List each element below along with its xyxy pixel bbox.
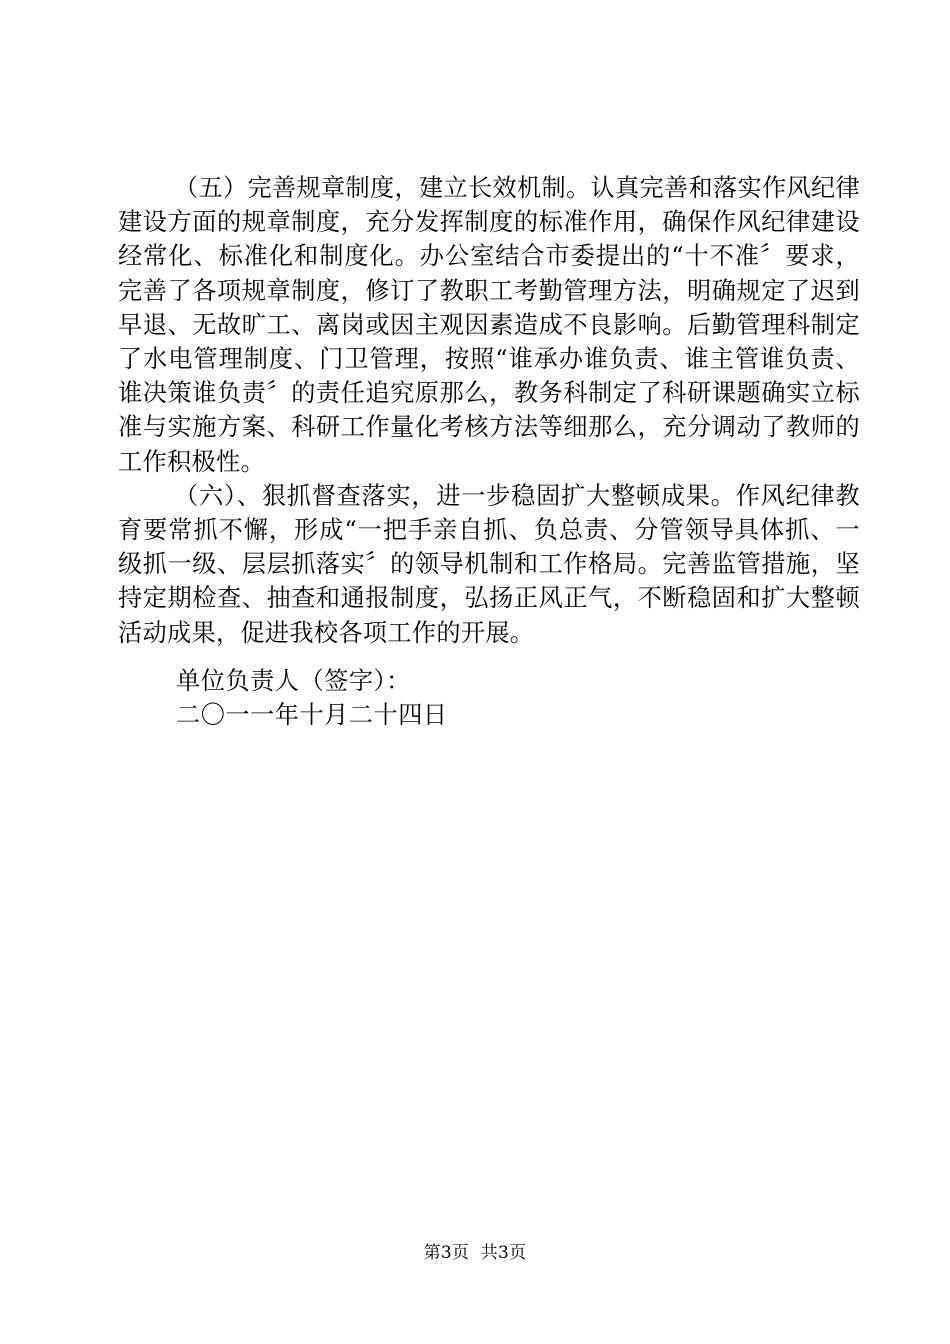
signature-block: [176, 664, 448, 732]
page-footer: [0, 1242, 950, 1264]
signature-label: 单位负责人（签字）：: [176, 667, 411, 695]
paragraph-six: （六）、狠抓督查落实，进一步稳固扩大整顿成果。作风纪律教育要常抓不懈，形成“一把手亲自抓、负总责、分管领导具体抓、一级抓一级、层层抓落实〞的领导机制和工作格局。完善监管措施，坚持定期检查、抽查和通报制度，弘扬正风正气，不断稳固和扩大整顿活动成果，促进我校各项工作的开展。: [118, 481, 860, 647]
page-indicator: 第3页 共3页: [423, 1243, 527, 1263]
paragraph-five: （五）完善规章制度，建立长效机制。认真完善和落实作风纪律建设方面的规章制度，充分发挥制度的标准作用，确保作风纪律建设经常化、标准化和制度化。办公室结合市委提出的“十不准〞要求，完善了各项规章制度，修订了教职工考勤管理方法，明确规定了迟到早退、无故旷工、离岗或因主观因素造成不良影响。后勤管理科制定了水电管理制度、门卫管理，按照“谁承办谁负责、谁主管谁负责、谁决策谁负责〞的责任追究原那么，教务科制定了科研课题确实立标准与实施方案、科研工作量化考核方法等细那么，充分调动了教师的工作积极性。: [118, 174, 860, 476]
document-date: 二〇一一年十月二十四日: [176, 701, 448, 729]
document-body: [118, 171, 860, 650]
